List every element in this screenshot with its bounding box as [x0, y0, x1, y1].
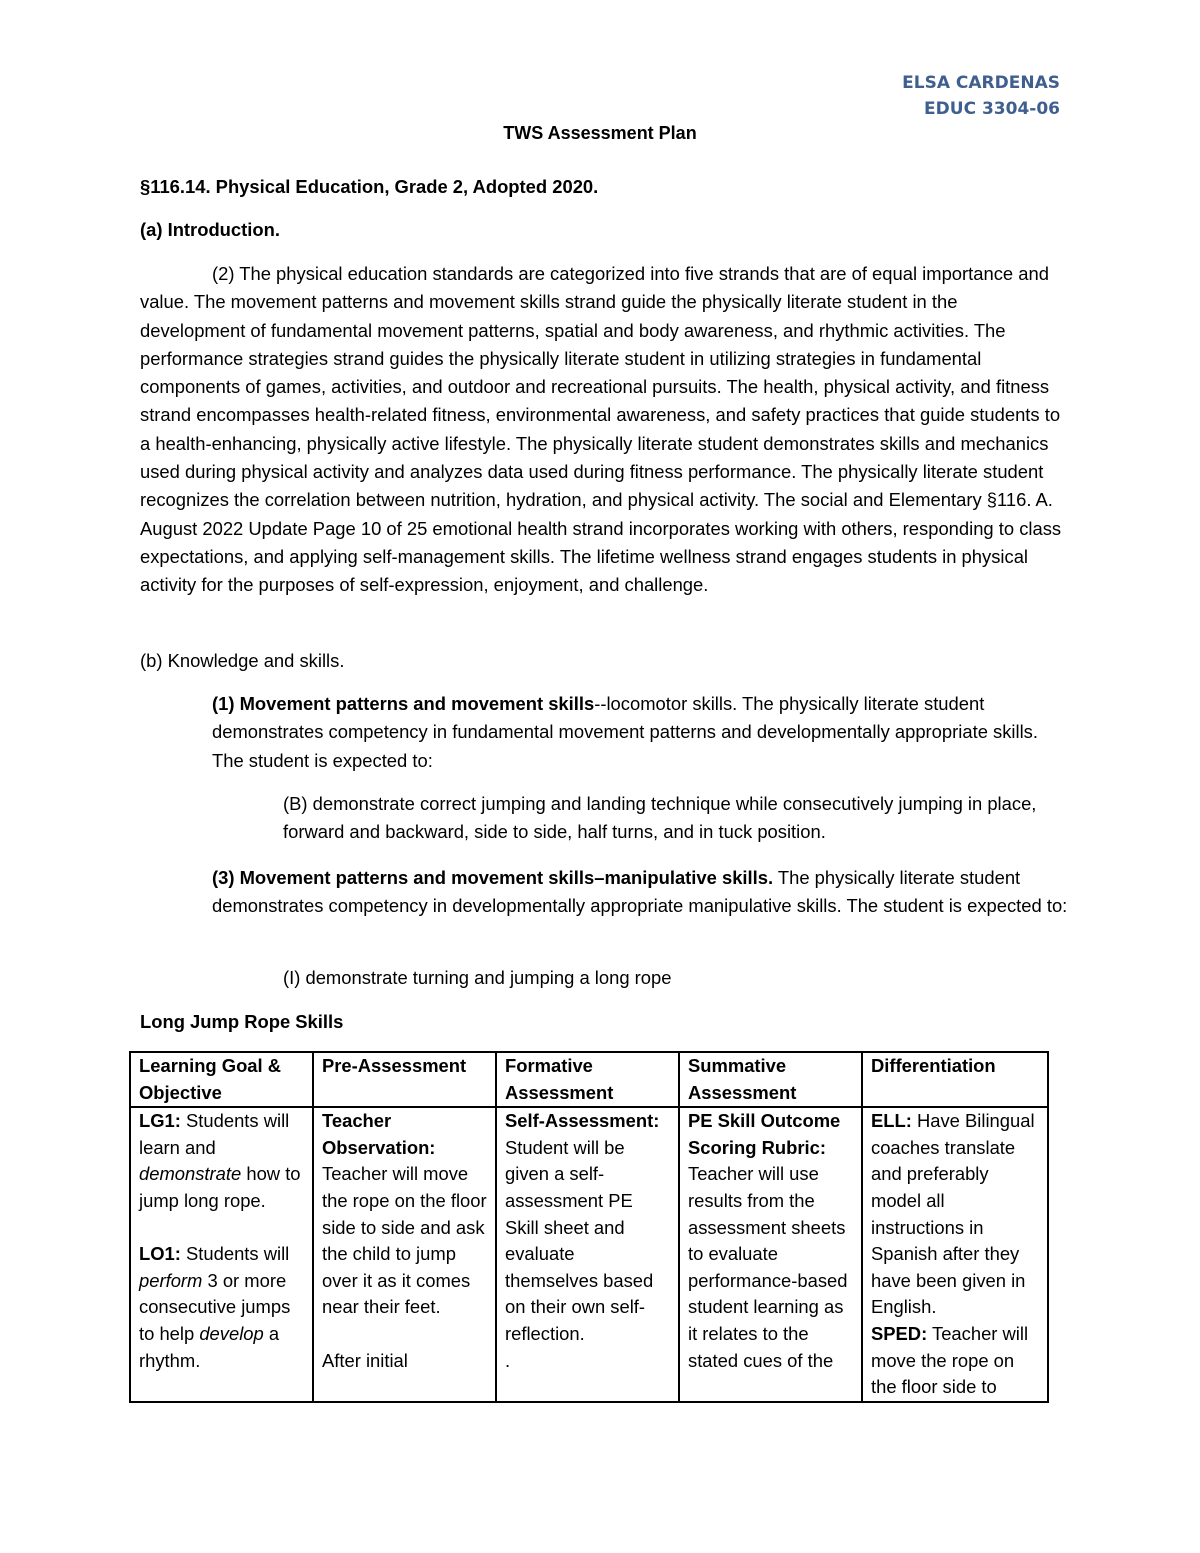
lg1-text: Students will learn and [139, 1110, 290, 1158]
intro-paragraph-number: (2) [212, 263, 235, 284]
cell-summative-assessment [679, 1107, 862, 1402]
standard-item-1-text: --locomotor skills. The physically literate student demonstrates competency in fundamental movement patterns and developmentally appropriate skills. The student is expected to: [212, 693, 1038, 771]
assessment-table [129, 1051, 1049, 1403]
ell-text: Have Bilingual coaches translate and preferably model all instructions in Spanish after they have been given in English. [871, 1110, 1035, 1318]
table-row [130, 1107, 1048, 1402]
standard-heading: §116.14. Physical Education, Grade 2, Adopted 2020. [140, 176, 599, 197]
ell-label: ELL: [871, 1110, 912, 1132]
course-code: EDUC 3304-06 [924, 99, 1060, 119]
standard-item-i [283, 964, 1073, 992]
standard-item-b [283, 790, 1073, 847]
lo1-label: LO1: [139, 1243, 181, 1265]
cell-differentiation [862, 1107, 1048, 1402]
intro-paragraph [140, 260, 1065, 600]
author-name: ELSA CARDENAS [902, 73, 1060, 93]
standard-item-1 [212, 690, 1072, 775]
lg1-text-end: how to jump long rope. [139, 1163, 301, 1211]
document-title: TWS Assessment Plan [503, 123, 697, 143]
pre-assessment-continued: After initial [322, 1349, 408, 1371]
formative-text: Student will be given a self-assessment PE Skill sheet and evaluate themselves based on their own self-reflection. [505, 1136, 654, 1344]
sped-text: Teacher will move the rope on the floor side to [871, 1322, 1029, 1398]
standard-item-3-text: The physically literate student demonstrates competency in developmentally appropriate manipulative skills. The student is expected to: [212, 867, 1068, 917]
header-formative-assessment: Formative Assessment [496, 1052, 679, 1107]
header-differentiation: Differentiation [862, 1052, 1048, 1107]
pre-assessment-text: Teacher will move the rope on the floor side to side and ask the child to jump over it as it comes near their feet. [322, 1163, 487, 1318]
lo1-text-middle: 3 or more consecutive jumps to help [139, 1269, 291, 1344]
header-learning-goal: Learning Goal & Objective [130, 1052, 313, 1107]
lo1-text: Students will [180, 1243, 290, 1265]
cell-formative-assessment [496, 1107, 679, 1402]
knowledge-heading: (b) Knowledge and skills. [140, 650, 345, 671]
standard-item-b-label: (B) [283, 793, 308, 814]
header-pre-assessment: Pre-Assessment [313, 1052, 496, 1107]
sped-label: SPED: [871, 1322, 928, 1344]
standard-item-i-text: demonstrate turning and jumping a long rope [300, 967, 672, 988]
lo1-emphasis-perform: perform [139, 1269, 203, 1291]
summative-label: PE Skill Outcome Scoring Rubric: [688, 1110, 841, 1158]
lg1-label: LG1: [139, 1110, 181, 1132]
standard-item-1-title: (1) Movement patterns and movement skills [212, 693, 595, 714]
lo1-emphasis-develop: develop [199, 1322, 264, 1344]
formative-label: Self-Assessment: [505, 1110, 660, 1132]
formative-dot: . [505, 1349, 511, 1371]
pre-assessment-label: Teacher Observation: [322, 1110, 436, 1158]
cell-pre-assessment [313, 1107, 496, 1402]
intro-heading-text: (a) Introduction. [140, 219, 280, 240]
cell-learning-goal [130, 1107, 313, 1402]
standard-item-b-text: demonstrate correct jumping and landing technique while consecutively jumping in place, forward and backward, side to side, half turns, and in tuck position. [283, 793, 1037, 843]
standard-item-3-title: (3) Movement patterns and movement skills–manipulative skills. [212, 867, 774, 888]
intro-heading [140, 216, 280, 244]
standard-item-i-label: (I) [283, 967, 301, 988]
summative-text: Teacher will use results from the assessment sheets to evaluate performance-based student learning as it relates to the stated cues of the [688, 1163, 848, 1371]
lg1-emphasis: demonstrate [139, 1163, 242, 1185]
intro-paragraph-text: The physical education standards are categorized into five strands that are of equal importance and value. The movement patterns and movement skills strand guide the physically literate student in the development of fundamental movement patterns, spatial and body awareness, and rhythmic activities. The performance strategies strand guides the physically literate student in utilizing strategies in fundamental components of games, activities, and outdoor and recreational pursuits. The health, physical activity, and fitness strand encompasses health-related fitness, environmental awareness, and safety practices that guide students to a health-enhancing, physically active lifestyle. The physically literate student demonstrates skills and mechanics used during physical activity and analyzes data used during fitness performance. The physically literate student recognizes the correlation between nutrition, hydration, and physical activity. The social and Elementary §116. A. August 2022 Update Page 10 of 25 emotional health strand incorporates working with others, responding to class expectations, and applying self-management skills. The lifetime wellness strand engages students in physical activity for the purposes of self-expression, enjoyment, and challenge. [140, 263, 1062, 596]
header-summative-assessment: Summative Assessment [679, 1052, 862, 1107]
table-header-row [130, 1052, 1048, 1107]
author-header [902, 70, 1060, 122]
standard-item-3 [212, 864, 1072, 921]
lo1-text-end: a rhythm. [139, 1322, 280, 1371]
table-title: Long Jump Rope Skills [140, 1011, 344, 1032]
